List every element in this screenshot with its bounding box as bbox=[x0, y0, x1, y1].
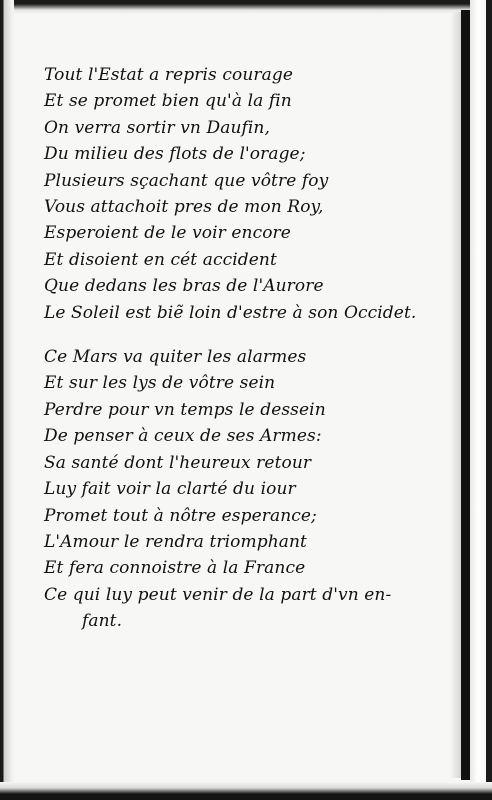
verse-line: Que dedans les bras de l'Aurore bbox=[44, 276, 324, 297]
verse-line: Perdre pour vn temps le dessein bbox=[44, 399, 326, 420]
verse-line: Sa santé dont l'heureux retour bbox=[44, 452, 312, 473]
verse-line: Et fera connoistre à la France bbox=[44, 558, 306, 579]
verse-line: L'Amour le rendra triomphant bbox=[44, 531, 307, 552]
page-edge-right-dark bbox=[486, 0, 492, 800]
verse-line: Et se promet bien qu'à la fin bbox=[44, 91, 292, 112]
verse-line: Esperoient de le voir encore bbox=[44, 223, 291, 244]
verse-line-continuation: fant. bbox=[82, 611, 123, 632]
verse-line: Vous attachoit pres de mon Roy, bbox=[44, 197, 324, 218]
verse-line: De penser à ceux de ses Armes: bbox=[44, 426, 322, 447]
verse-line: Du milieu des flots de l'orage; bbox=[44, 144, 306, 165]
verse-line: Tout l'Estat a repris courage bbox=[44, 65, 293, 85]
verse-line: Luy fait voir la clarté du iour bbox=[44, 479, 296, 500]
page-edge-top bbox=[0, 0, 492, 14]
verse-line: Et sur les lys de vôtre sein bbox=[44, 373, 276, 394]
stanza-2 bbox=[44, 344, 454, 634]
verse-line: Promet tout à nôtre esperance; bbox=[44, 505, 317, 526]
verse-line: Le Soleil est biẽ loin d'estre à son Occidet. bbox=[44, 302, 417, 323]
verse-line: Ce qui luy peut venir de la part d'vn en- bbox=[44, 584, 392, 605]
verse-line: On verra sortir vn Daufin, bbox=[44, 117, 270, 138]
verse-line: Plusieurs sçachant que vôtre foy bbox=[44, 170, 329, 191]
page-edge-bottom bbox=[0, 782, 492, 800]
verse-line: Et disoient en cét accident bbox=[44, 249, 277, 270]
page-edge-left bbox=[0, 0, 14, 800]
poem-text bbox=[44, 62, 454, 635]
stanza-1 bbox=[44, 62, 454, 326]
binding-gutter bbox=[461, 10, 470, 780]
verse-line: Ce Mars va quiter les alarmes bbox=[44, 347, 307, 368]
